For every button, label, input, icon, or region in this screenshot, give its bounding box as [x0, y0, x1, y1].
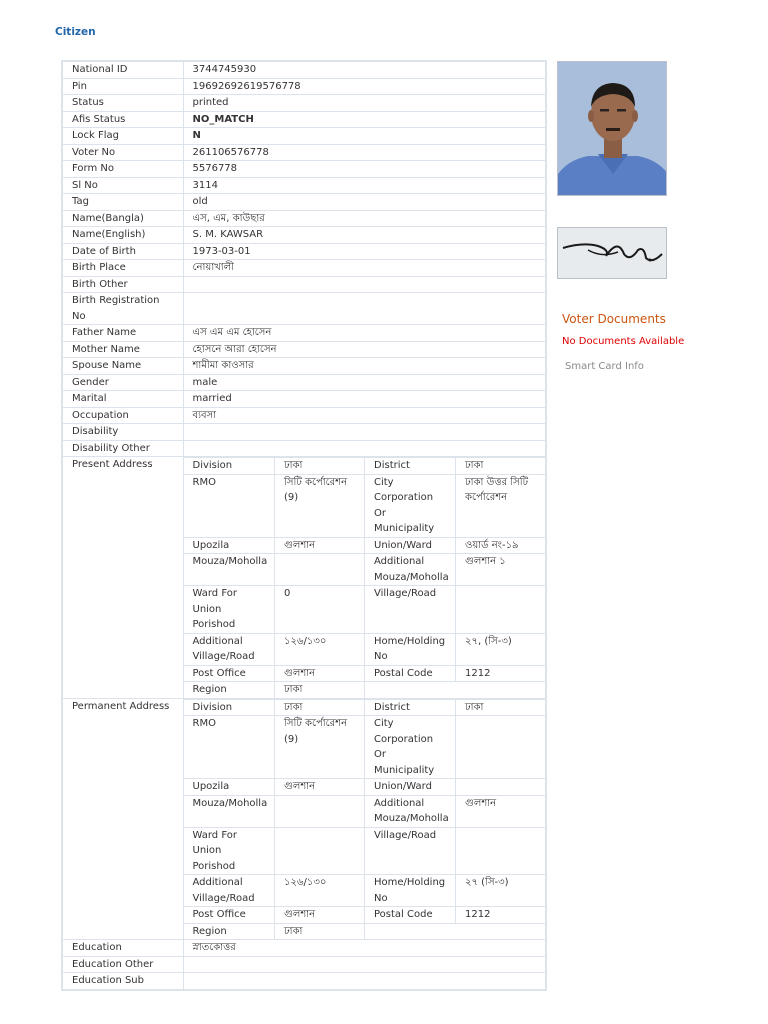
address-label: RMO: [184, 716, 275, 779]
field-label: Permanent Address: [62, 698, 183, 940]
address-value: [456, 779, 547, 796]
address-label: Postal Code: [365, 665, 456, 682]
address-value: ঢাকা: [275, 699, 365, 716]
address-row: [184, 699, 547, 716]
field-row-name-bangla: [62, 210, 546, 227]
address-value: ঢাকা উত্তর সিটি কর্পোরেশন: [456, 474, 547, 537]
address-value: ২৭ (সি-৩): [456, 875, 547, 907]
field-label: Birth Place: [62, 260, 183, 277]
signature-icon: [558, 228, 667, 279]
person-photo-icon: [558, 62, 667, 196]
field-label: Name(English): [62, 227, 183, 244]
field-label: Form No: [62, 161, 183, 178]
field-value: 261106576778: [183, 144, 546, 161]
address-row: [184, 875, 547, 907]
address-label: Mouza/Moholla: [184, 795, 275, 827]
field-row-occupation: [62, 407, 546, 424]
address-value: ঢাকা: [275, 458, 365, 475]
address-label: Ward For Union Porishod: [184, 586, 275, 634]
address-empty: [365, 923, 547, 939]
field-value: নোয়াখালী: [183, 260, 546, 277]
field-label: Birth Other: [62, 276, 183, 293]
field-row-form-no: [62, 161, 546, 178]
address-label: Upozila: [184, 779, 275, 796]
field-label: Gender: [62, 374, 183, 391]
field-value: [183, 276, 546, 293]
field-label: Birth Registration No: [62, 293, 183, 325]
field-value: 1973-03-01: [183, 243, 546, 260]
address-label: Additional Village/Road: [184, 875, 275, 907]
address-row: [184, 716, 547, 779]
field-row-marital: [62, 391, 546, 408]
field-label: Date of Birth: [62, 243, 183, 260]
address-row: [184, 779, 547, 796]
field-row-spouse-name: [62, 358, 546, 375]
field-row-pin: [62, 78, 546, 95]
address-value: গুলশান: [275, 665, 365, 682]
field-value: 19692692619576778: [183, 78, 546, 95]
citizen-signature: [557, 227, 667, 279]
field-value: শামীমা কাওসার: [183, 358, 546, 375]
address-value: [456, 716, 547, 779]
address-label: District: [365, 458, 456, 475]
field-row-education-sub: [62, 973, 546, 990]
field-value: N: [183, 128, 546, 145]
address-label: Region: [184, 682, 275, 698]
field-row-status: [62, 95, 546, 112]
field-label: Education: [62, 940, 183, 957]
address-label: Ward For Union Porishod: [184, 827, 275, 875]
field-row-education-other: [62, 956, 546, 973]
address-row: [184, 682, 547, 698]
address-value: [275, 554, 365, 586]
citizen-photo: [557, 61, 667, 196]
address-row: [184, 827, 547, 875]
field-row-education: [62, 940, 546, 957]
field-value: 3744745930: [183, 61, 546, 78]
address-label: Village/Road: [365, 827, 456, 875]
address-row: [184, 665, 547, 682]
address-value: 0: [275, 586, 365, 634]
address-label: Union/Ward: [365, 779, 456, 796]
address-value: ১২৬/১৩০: [275, 633, 365, 665]
field-value: [183, 973, 546, 990]
address-label: RMO: [184, 474, 275, 537]
address-label: Home/Holding No: [365, 875, 456, 907]
field-label: Education Sub: [62, 973, 183, 990]
field-label: Pin: [62, 78, 183, 95]
field-value: male: [183, 374, 546, 391]
field-label: Tag: [62, 194, 183, 211]
address-value: সিটি কর্পোরেশন (9): [275, 474, 365, 537]
field-label: Sl No: [62, 177, 183, 194]
field-value: ব্যবসা: [183, 407, 546, 424]
address-label: Additional Mouza/Moholla: [365, 795, 456, 827]
address-row: [184, 554, 547, 586]
field-value: [183, 956, 546, 973]
field-row-mother-name: [62, 341, 546, 358]
address-row: [184, 537, 547, 554]
field-row-birth-registration-no: [62, 293, 546, 325]
field-label: Voter No: [62, 144, 183, 161]
field-value: printed: [183, 95, 546, 112]
address-value: [275, 827, 365, 875]
field-value: স্নাতকোত্তর: [183, 940, 546, 957]
address-label: Union/Ward: [365, 537, 456, 554]
address-value: ঢাকা: [275, 682, 365, 698]
address-label: Post Office: [184, 665, 275, 682]
permanent-address-row: [62, 698, 546, 940]
voter-documents-title: Voter Documents: [562, 312, 666, 326]
address-empty: [365, 682, 547, 698]
field-row-sl-no: [62, 177, 546, 194]
field-value: married: [183, 391, 546, 408]
field-label: Present Address: [62, 457, 183, 699]
address-value: [456, 586, 547, 634]
address-row: [184, 633, 547, 665]
address-row: [184, 458, 547, 475]
address-label: District: [365, 699, 456, 716]
field-row-voter-no: [62, 144, 546, 161]
address-value: 1212: [456, 665, 547, 682]
field-label: Occupation: [62, 407, 183, 424]
address-value: ঢাকা: [275, 923, 365, 939]
address-value: ঢাকা: [456, 458, 547, 475]
address-value: 1212: [456, 907, 547, 924]
field-row-birth-place: [62, 260, 546, 277]
field-row-gender: [62, 374, 546, 391]
field-label: Status: [62, 95, 183, 112]
address-label: City Corporation Or Municipality: [365, 474, 456, 537]
field-row-tag: [62, 194, 546, 211]
field-value: এস এম এম হোসেন: [183, 325, 546, 342]
field-label: Mother Name: [62, 341, 183, 358]
address-value: গুলশান: [456, 795, 547, 827]
address-label: Mouza/Moholla: [184, 554, 275, 586]
address-label: Postal Code: [365, 907, 456, 924]
field-label: Education Other: [62, 956, 183, 973]
address-label: Region: [184, 923, 275, 939]
field-value: হোসনে আরা হোসেন: [183, 341, 546, 358]
address-value: ঢাকা: [456, 699, 547, 716]
field-row-national-id: [62, 61, 546, 78]
address-label: Division: [184, 458, 275, 475]
address-label: Division: [184, 699, 275, 716]
field-value: old: [183, 194, 546, 211]
address-row: [184, 795, 547, 827]
smart-card-info-link[interactable]: Smart Card Info: [565, 361, 644, 372]
field-row-father-name: [62, 325, 546, 342]
field-value: [183, 424, 546, 441]
field-row-afis-status: [62, 111, 546, 128]
field-row-lock-flag: [62, 128, 546, 145]
address-label: Village/Road: [365, 586, 456, 634]
present-address-row: [62, 457, 546, 699]
field-row-name-english: [62, 227, 546, 244]
field-value: 5576778: [183, 161, 546, 178]
field-label: Name(Bangla): [62, 210, 183, 227]
field-label: National ID: [62, 61, 183, 78]
field-value: 3114: [183, 177, 546, 194]
field-value: [183, 440, 546, 457]
field-value: NO_MATCH: [183, 111, 546, 128]
address-value: [456, 827, 547, 875]
address-label: Post Office: [184, 907, 275, 924]
field-row-disability: [62, 424, 546, 441]
address-value: ওয়ার্ড নং-১৯: [456, 537, 547, 554]
address-label: City Corporation Or Municipality: [365, 716, 456, 779]
field-label: Spouse Name: [62, 358, 183, 375]
address-label: Home/Holding No: [365, 633, 456, 665]
address-value: সিটি কর্পোরেশন (9): [275, 716, 365, 779]
address-row: [184, 907, 547, 924]
address-value: গুলশান: [275, 779, 365, 796]
address-label: Upozila: [184, 537, 275, 554]
address-value: গুলশান: [275, 537, 365, 554]
address-value: ১২৬/১৩০: [275, 875, 365, 907]
address-label: Additional Mouza/Moholla: [365, 554, 456, 586]
permanent-address-details: [183, 698, 546, 940]
address-value: [275, 795, 365, 827]
address-value: ২৭, (সি-৩): [456, 633, 547, 665]
field-label: Disability: [62, 424, 183, 441]
address-row: [184, 586, 547, 634]
field-row-birth-other: [62, 276, 546, 293]
address-row: [184, 923, 547, 939]
field-label: Father Name: [62, 325, 183, 342]
address-value: গুলশান: [275, 907, 365, 924]
address-row: [184, 474, 547, 537]
page-title: Citizen: [55, 26, 96, 38]
field-row-disability-other: [62, 440, 546, 457]
field-label: Marital: [62, 391, 183, 408]
no-documents-message: No Documents Available: [562, 336, 685, 347]
field-label: Disability Other: [62, 440, 183, 457]
field-value: [183, 293, 546, 325]
address-value: গুলশান ১: [456, 554, 547, 586]
address-label: Additional Village/Road: [184, 633, 275, 665]
field-label: Afis Status: [62, 111, 183, 128]
field-label: Lock Flag: [62, 128, 183, 145]
present-address-details: [183, 457, 546, 699]
field-value: এস, এম, কাউছার: [183, 210, 546, 227]
citizen-info-table: [61, 60, 547, 991]
field-value: S. M. KAWSAR: [183, 227, 546, 244]
field-row-date-of-birth: [62, 243, 546, 260]
